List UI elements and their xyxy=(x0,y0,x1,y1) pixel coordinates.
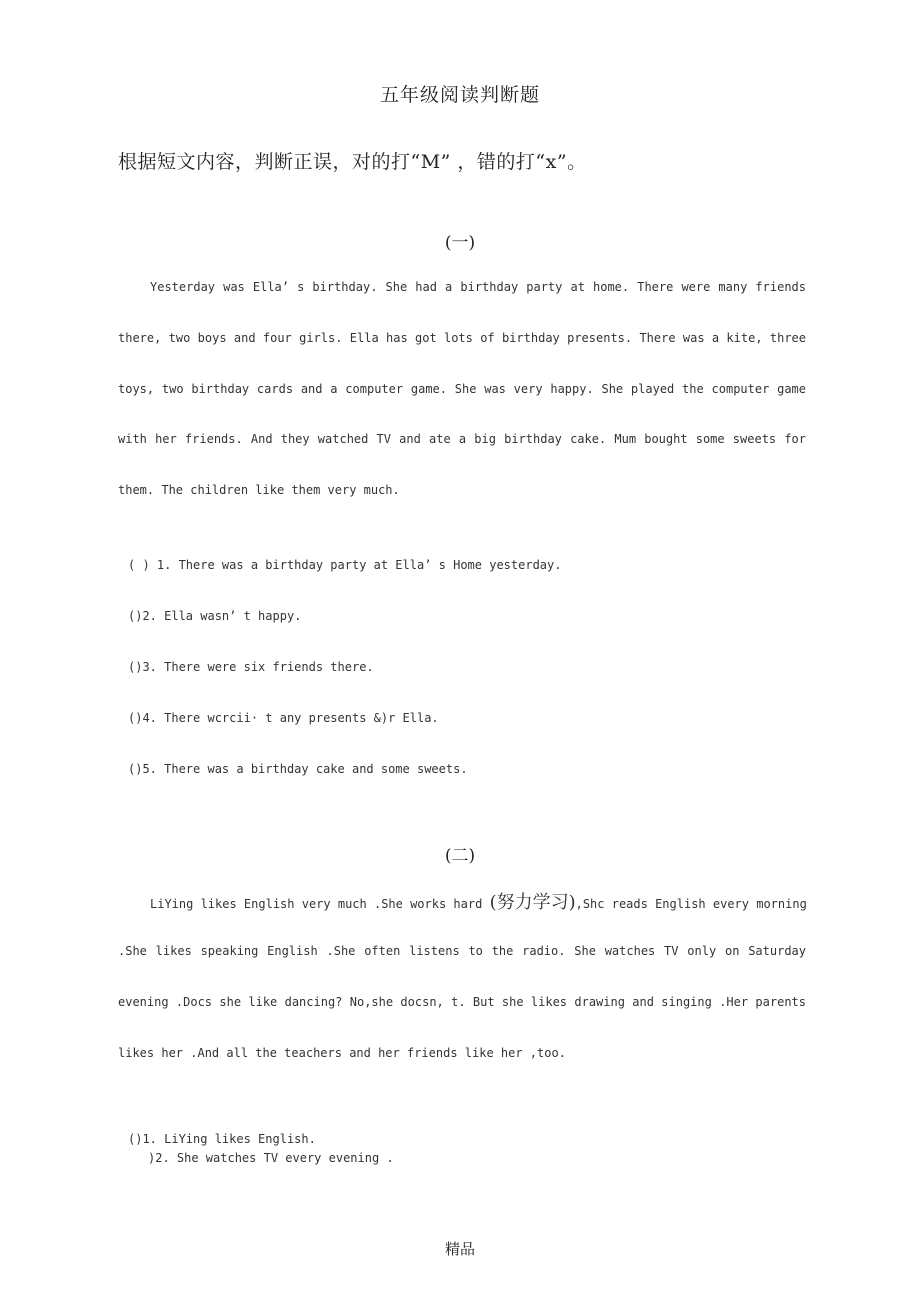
page-footer: 精品 xyxy=(444,1240,475,1258)
section-2-heading: (二) xyxy=(444,846,476,866)
section-1-heading: (一) xyxy=(444,233,476,253)
passage-text: LiYing likes English very much .She works hard xyxy=(150,897,490,911)
passage-line: there, two boys and four girls. Ella has got lots of birthday presents. There was a kite, three xyxy=(118,331,806,345)
passage-line: with her friends. And they watched TV and ate a big birthday cake. Mum bought some sweets for xyxy=(118,432,806,446)
question-item: ()1. LiYing likes English. xyxy=(128,1132,316,1146)
question-item: ()3. There were six friends there. xyxy=(128,660,374,674)
section-2-passage xyxy=(118,888,806,1068)
passage-line: .She likes speaking English .She often listens to the radio. She watches TV only on Saturday xyxy=(118,944,806,958)
passage-text: ,Shc reads English every morning xyxy=(575,897,807,911)
passage-gloss: (努力学习) xyxy=(489,892,576,913)
section-1-passage xyxy=(118,280,806,510)
question-item: ()4. There wcrcii· t any presents &)r Ella. xyxy=(128,711,439,725)
passage-line: evening .Docs she like dancing? No,she docsn, t. But she likes drawing and singing .Her parents xyxy=(118,995,806,1009)
passage-line xyxy=(118,888,806,914)
question-item: ( ) 1. There was a birthday party at Ella’ s Home yesterday. xyxy=(128,558,562,572)
question-item: ()5. There was a birthday cake and some sweets. xyxy=(128,762,468,776)
passage-line: Yesterday was Ella’ s birthday. She had a birthday party at home. There were many friends xyxy=(150,280,806,294)
passage-line: them. The children like them very much. xyxy=(118,483,400,497)
passage-line: toys, two birthday cards and a computer game. She was very happy. She played the computer game xyxy=(118,382,806,396)
page-title: 五年级阅读判断题 xyxy=(379,84,540,106)
passage-line: likes her .And all the teachers and her friends like her ,too. xyxy=(118,1046,566,1060)
instruction-text: 根据短文内容，判断正误，对的打“M” ，错的打“x”。 xyxy=(118,151,587,173)
question-item: ()2. Ella wasn’ t happy. xyxy=(128,609,302,623)
question-item: )2. She watches TV every evening . xyxy=(148,1151,394,1165)
